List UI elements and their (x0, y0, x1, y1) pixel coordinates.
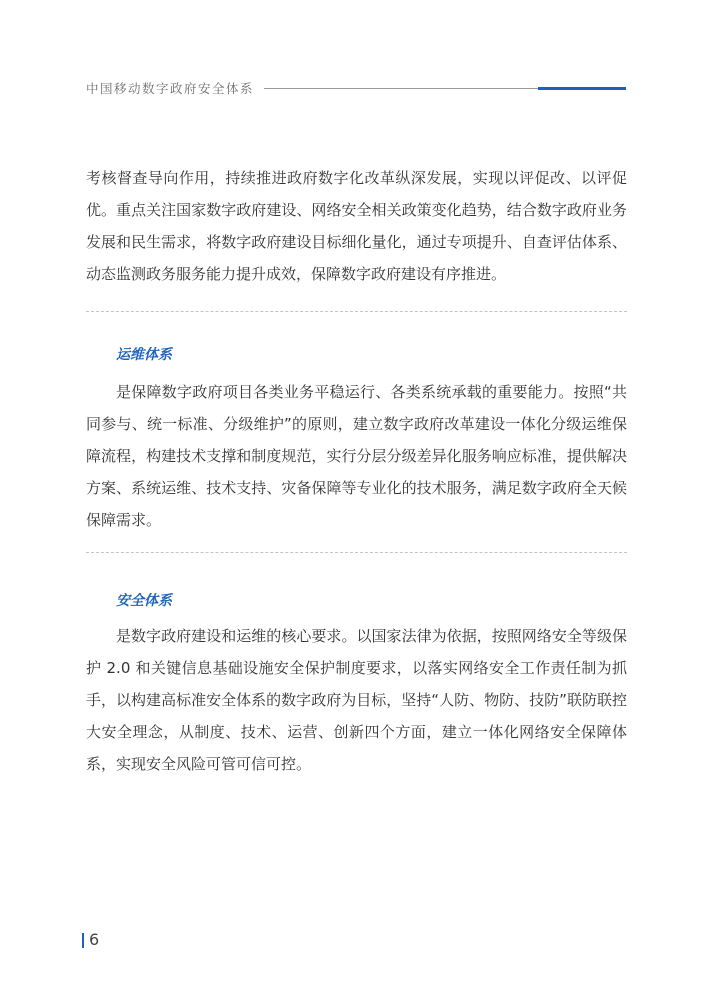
section-body-security: 是数字政府建设和运维的核心要求。以国家法律为依据，按照网络安全等级保护 2.0 和关键信息基础设施安全保护制度要求，以落实网络安全工作责任制为抓手，以构建高标准安全体系的数字政府为目标，坚持“人防、物防、技防”联防联控大安全理念，从制度、技术、运营、创新四个方面，建立一体化网络安全保障体系，实现安全风险可管可信可控。 (86, 627, 627, 773)
header-rule (264, 88, 626, 89)
page-number (82, 930, 99, 950)
section-title-security: 安全体系 (116, 593, 172, 609)
section-title-operations: 运维体系 (116, 347, 172, 363)
running-header (86, 78, 626, 98)
header-accent-bar (538, 87, 626, 90)
section-divider (86, 311, 627, 312)
page-number-bar (82, 933, 84, 948)
header-title: 中国移动数字政府安全体系 (86, 81, 255, 96)
section-body-operations: 是保障数字政府项目各类业务平稳运行、各类系统承载的重要能力。按照“共同参与、统一标准、分级维护”的原则，建立数字政府改革建设一体化分级运维保障流程，构建技术支撑和制度规范，实行分层分级差异化服务响应标准，提供解决方案、系统运维、技术支持、灾备保障等专业化的技术服务，满足数字政府全天候保障需求。 (86, 383, 627, 529)
section-divider (86, 552, 627, 553)
intro-paragraph: 考核督查导向作用，持续推进政府数字化改革纵深发展，实现以评促改、以评促优。重点关注国家数字政府建设、网络安全相关政策变化趋势，结合数字政府业务发展和民生需求，将数字政府建设目标细化量化，通过专项提升、自查评估体系、动态监测政务服务能力提升成效，保障数字政府建设有序推进。 (86, 169, 627, 283)
page-number-text: 6 (89, 930, 100, 949)
